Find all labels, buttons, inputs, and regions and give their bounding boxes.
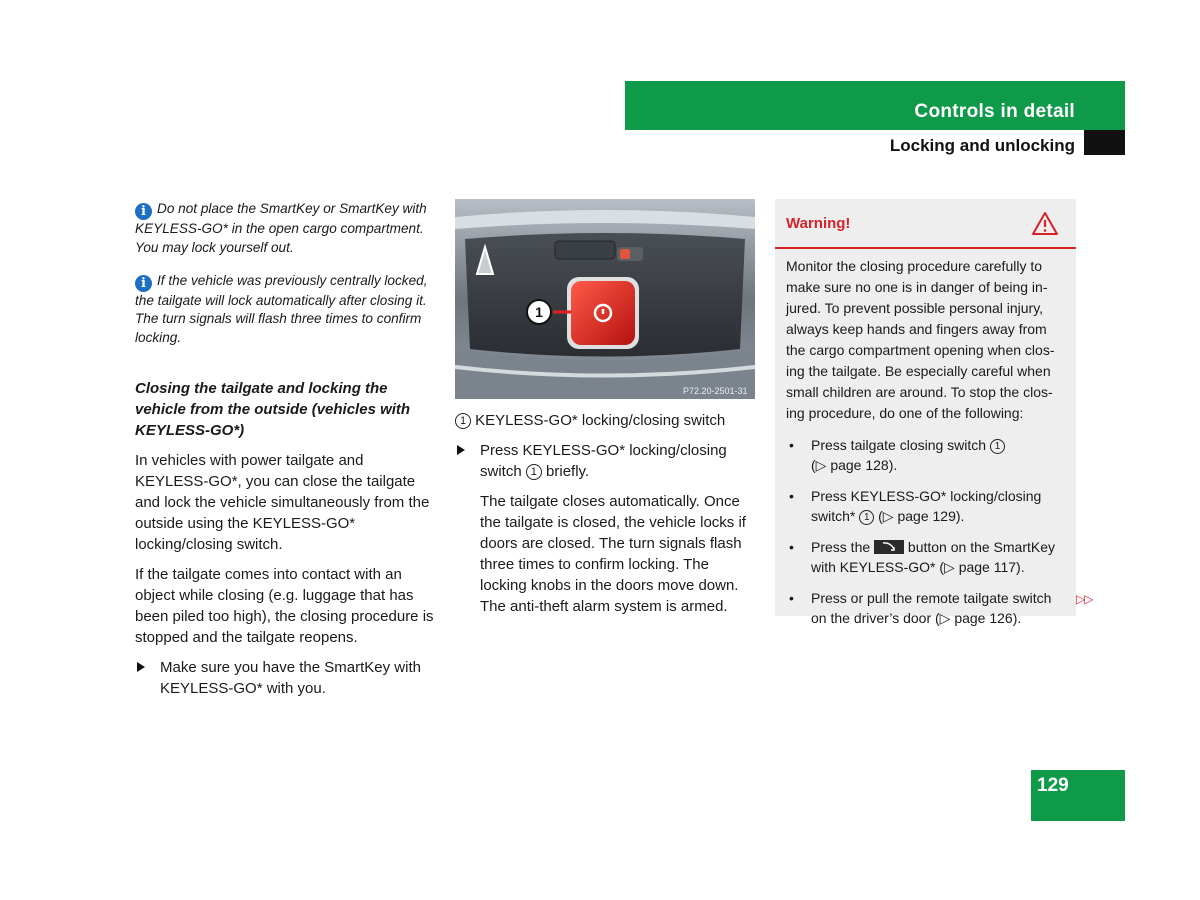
warning-body: [786, 256, 1069, 628]
info-note-2: [135, 272, 435, 348]
section-heading: Closing the tailgate and locking the vehicle from the outside (vehicles with KEYLESS-GO*): [135, 379, 411, 439]
image-code: P72.20-2501-31: [683, 386, 748, 396]
warning-text: Monitor the closing procedure carefully to make sure no one is in danger of being in-jured. To prevent possible personal injury, always keep hands and fingers away from the cargo compartment opening when clos-ing the tailgate. Be especially careful when small children are around. To stop the clos-ing procedure, do one of the following:: [786, 258, 1055, 421]
left-column: [135, 200, 435, 708]
step-text-part1: Press KEYLESS-GO* locking/closing switch: [480, 442, 727, 480]
info-icon: i: [135, 203, 152, 220]
warning-item-text: Press tailgate closing switch: [811, 437, 987, 453]
page-number: 129: [1037, 775, 1069, 796]
info-note-1: [135, 200, 435, 258]
warning-header: [775, 199, 1076, 249]
warning-label: Warning!: [786, 215, 851, 232]
warning-item-ref: (▷ page 129).: [878, 508, 965, 524]
step-text-part2: briefly.: [546, 463, 590, 480]
continued-arrows-icon: ▷▷: [1076, 592, 1093, 606]
warning-item-ref: button on the SmartKey with KEYLESS-GO* (▷ page 117).: [811, 539, 1056, 575]
step-item: [135, 657, 435, 699]
section-title: Controls in detail: [914, 101, 1075, 122]
warning-item-text: Press or pull the remote tailgate switch on the driver’s door (▷ page 126).: [811, 590, 1052, 626]
paragraph-2: If the tailgate comes into contact with an object while closing (e.g. luggage that has been piled too high), the closing procedure is stopped and the tailgate reopens.: [135, 565, 434, 646]
warning-list-item: [786, 588, 1069, 628]
paragraph-1: In vehicles with power tailgate and KEYLESS-GO*, you can close the tailgate and lock the vehicle simultaneously from the outside using the KEYLESS-GO* locking/closing switch.: [135, 451, 430, 553]
photo-callout-number: 1: [535, 304, 543, 320]
warning-list-item: [786, 486, 1069, 526]
header-tab-marker: [1084, 130, 1125, 155]
tailgate-illustration: [455, 199, 755, 399]
warning-list-item: [786, 435, 1069, 475]
warning-item-text: Press the: [811, 539, 871, 555]
warning-list-item: [786, 537, 1069, 577]
bullet-dot: •: [789, 590, 794, 606]
warning-item-text: Press KEYLESS-GO* locking/closing switch*: [811, 488, 1042, 524]
warning-triangle-icon: [1031, 211, 1059, 236]
info-note-1-text: Do not place the SmartKey or SmartKey with KEYLESS-GO* in the open cargo compartment. You may lock yourself out.: [135, 201, 427, 255]
bullet-dot: •: [789, 488, 794, 504]
subsection-title: Locking and unlocking: [889, 136, 1075, 155]
tailgate-switch-photo: [455, 199, 755, 399]
callout-number-badge: 1: [455, 413, 471, 429]
step-text: Make sure you have the SmartKey with KEYLESS-GO* with you.: [160, 658, 421, 697]
tailgate-close-key-icon: [874, 540, 904, 554]
image-legend-text: KEYLESS-GO* locking/closing switch: [475, 412, 726, 429]
result-paragraph: The tailgate closes automatically. Once the tailgate is closed, the vehicle locks if doors are closed. The turn signals flash three times to confirm locking. The locking knobs in the doors move down. The anti-theft alarm system is armed.: [480, 493, 746, 615]
warning-item-ref: (▷ page 128).: [811, 457, 898, 473]
bullet-dot: •: [789, 437, 794, 453]
callout-number-badge: 1: [990, 439, 1005, 454]
bullet-dot: •: [789, 539, 794, 555]
callout-number-badge: 1: [859, 510, 874, 525]
callout-number-badge: 1: [526, 464, 542, 480]
middle-column: [455, 410, 755, 626]
warning-box: [775, 199, 1076, 626]
info-note-2-text: If the vehicle was previously centrally locked, the tailgate will lock automatically after closing it. The turn signals will flash three times to confirm locking.: [135, 272, 428, 346]
image-legend: [455, 410, 755, 431]
info-icon: i: [135, 275, 152, 292]
triangle-bullet-icon: [457, 445, 465, 455]
triangle-bullet-icon: [137, 662, 145, 672]
step-item: [455, 440, 755, 482]
